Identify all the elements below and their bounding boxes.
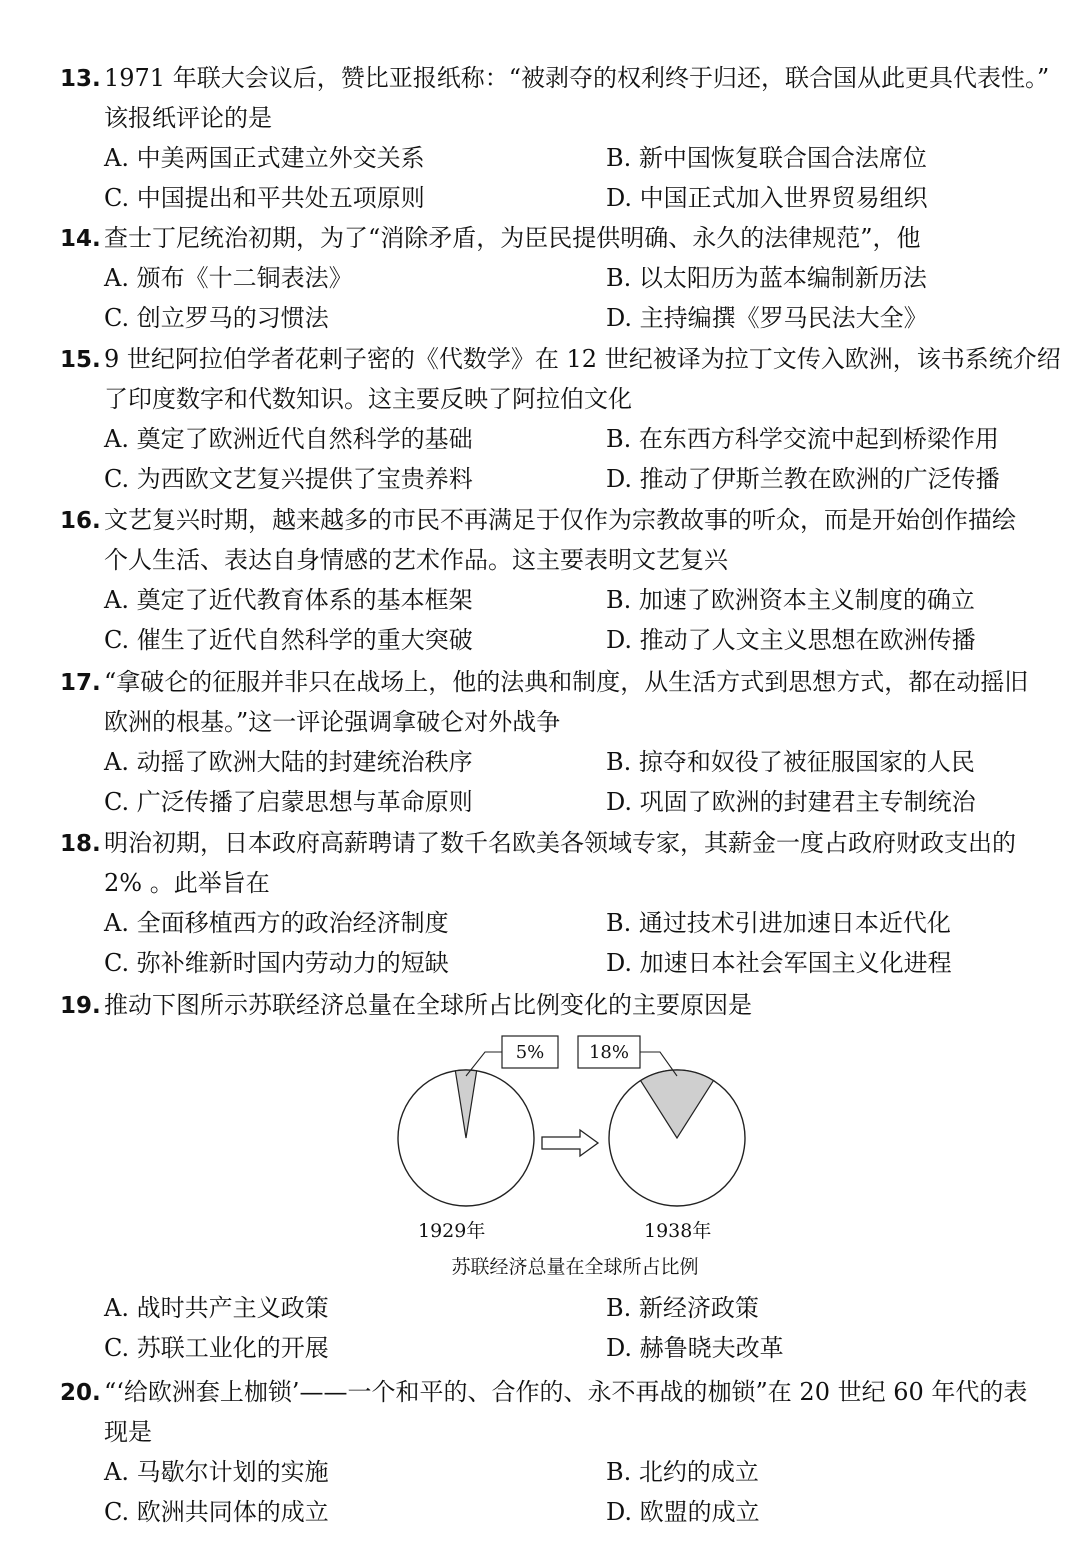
question-15 [60, 339, 1080, 499]
options [60, 138, 1080, 218]
option-d[interactable]: D. 加速日本社会军国主义化进程 [606, 949, 952, 977]
question-14 [60, 218, 1080, 338]
option-c[interactable]: C. 催生了近代自然科学的重大突破 [104, 626, 473, 654]
options [60, 419, 1080, 499]
question-19-options [60, 1288, 1080, 1368]
option-b[interactable]: B. 新经济政策 [606, 1294, 759, 1322]
chart-caption: 苏联经济总量在全球所占比例 [451, 1256, 699, 1278]
question-number: 13. [60, 66, 101, 92]
options [60, 742, 1080, 822]
option-c[interactable]: C. 弥补维新时国内劳动力的短缺 [104, 949, 449, 977]
pie-chart-svg [390, 1030, 760, 1240]
question-19 [60, 985, 1080, 1025]
option-c[interactable]: C. 创立罗马的习惯法 [104, 304, 329, 332]
pie-chart-figure [390, 1030, 760, 1280]
option-a[interactable]: A. 全面移植西方的政治经济制度 [104, 909, 449, 937]
question-number: 14. [60, 226, 101, 252]
question-16 [60, 500, 1080, 660]
option-d[interactable]: D. 欧盟的成立 [606, 1498, 760, 1526]
options [60, 903, 1080, 983]
question-stem-continued: 欧洲的根基。”这一评论强调拿破仑对外战争 [104, 708, 561, 736]
question-stem-continued: 2% 。此举旨在 [104, 869, 270, 897]
question-stem-continued: 了印度数字和代数知识。这主要反映了阿拉伯文化 [104, 385, 632, 413]
option-d[interactable]: D. 赫鲁晓夫改革 [606, 1334, 784, 1362]
question-number: 16. [60, 508, 101, 534]
option-b[interactable]: B. 掠夺和奴役了被征服国家的人民 [606, 748, 975, 776]
options [60, 580, 1080, 660]
option-b[interactable]: B. 通过技术引进加速日本近代化 [606, 909, 951, 937]
question-number: 17. [60, 670, 101, 696]
option-d[interactable]: D. 中国正式加入世界贸易组织 [606, 184, 928, 212]
option-a[interactable]: A. 颁布《十二铜表法》 [104, 264, 353, 292]
question-stem: 明治初期，日本政府高薪聘请了数千名欧美各领域专家，其薪金一度占政府财政支出的 [104, 829, 1016, 857]
question-number: 15. [60, 347, 101, 373]
option-a[interactable]: A. 中美两国正式建立外交关系 [104, 144, 425, 172]
year-label-1938: 1938年 [644, 1220, 712, 1242]
option-a[interactable]: A. 战时共产主义政策 [104, 1294, 329, 1322]
option-a[interactable]: A. 奠定了近代教育体系的基本框架 [104, 586, 473, 614]
option-c[interactable]: C. 中国提出和平共处五项原则 [104, 184, 425, 212]
question-number: 18. [60, 831, 101, 857]
options [60, 1452, 1080, 1532]
option-b[interactable]: B. 北约的成立 [606, 1458, 759, 1486]
question-18 [60, 823, 1080, 983]
question-17 [60, 662, 1080, 822]
question-stem: 文艺复兴时期，越来越多的市民不再满足于仅作为宗教故事的听众，而是开始创作描绘 [104, 506, 1016, 534]
question-stem: 9 世纪阿拉伯学者花剌子密的《代数学》在 12 世纪被译为拉丁文传入欧洲，该书系统介绍 [104, 345, 1061, 373]
callout-value-0: 5% [515, 1042, 545, 1063]
question-number: 19. [60, 993, 101, 1019]
option-b[interactable]: B. 在东西方科学交流中起到桥梁作用 [606, 425, 999, 453]
options [60, 258, 1080, 338]
option-a[interactable]: A. 马歇尔计划的实施 [104, 1458, 329, 1486]
question-stem: 推动下图所示苏联经济总量在全球所占比例变化的主要原因是 [104, 991, 752, 1019]
option-c[interactable]: C. 苏联工业化的开展 [104, 1334, 329, 1362]
question-stem: “‘给欧洲套上枷锁’——一个和平的、合作的、永不再战的枷锁”在 20 世纪 60 年代的表 [104, 1378, 1028, 1406]
transition-arrow [542, 1130, 598, 1156]
question-13 [60, 58, 1080, 218]
question-stem: 查士丁尼统治初期，为了“消除矛盾，为臣民提供明确、永久的法律规范”，他 [104, 224, 921, 252]
question-stem: 1971 年联大会议后，赞比亚报纸称：“被剥夺的权利终于归还，联合国从此更具代表性。” [104, 64, 1050, 92]
option-a[interactable]: A. 动摇了欧洲大陆的封建统治秩序 [104, 748, 473, 776]
option-c[interactable]: C. 欧洲共同体的成立 [104, 1498, 329, 1526]
question-stem-continued: 现是 [104, 1418, 152, 1446]
option-c[interactable]: C. 为西欧文艺复兴提供了宝贵养料 [104, 465, 473, 493]
option-b[interactable]: B. 以太阳历为蓝本编制新历法 [606, 264, 927, 292]
question-stem-continued: 该报纸评论的是 [104, 104, 272, 132]
question-stem-continued: 个人生活、表达自身情感的艺术作品。这主要表明文艺复兴 [104, 546, 728, 574]
option-a[interactable]: A. 奠定了欧洲近代自然科学的基础 [104, 425, 473, 453]
option-b[interactable]: B. 加速了欧洲资本主义制度的确立 [606, 586, 975, 614]
question-stem: “拿破仑的征服并非只在战场上，他的法典和制度，从生活方式到思想方式，都在动摇旧 [104, 668, 1029, 696]
option-c[interactable]: C. 广泛传播了启蒙思想与革命原则 [104, 788, 473, 816]
option-d[interactable]: D. 推动了伊斯兰教在欧洲的广泛传播 [606, 465, 1000, 493]
option-b[interactable]: B. 新中国恢复联合国合法席位 [606, 144, 927, 172]
option-d[interactable]: D. 推动了人文主义思想在欧洲传播 [606, 626, 976, 654]
callout-value-1: 18% [588, 1042, 630, 1063]
question-20 [60, 1372, 1080, 1532]
year-label-1929: 1929年 [418, 1220, 486, 1242]
question-number: 20. [60, 1380, 101, 1406]
option-d[interactable]: D. 主持编撰《罗马民法大全》 [606, 304, 928, 332]
options [60, 1288, 1080, 1368]
option-d[interactable]: D. 巩固了欧洲的封建君主专制统治 [606, 788, 976, 816]
